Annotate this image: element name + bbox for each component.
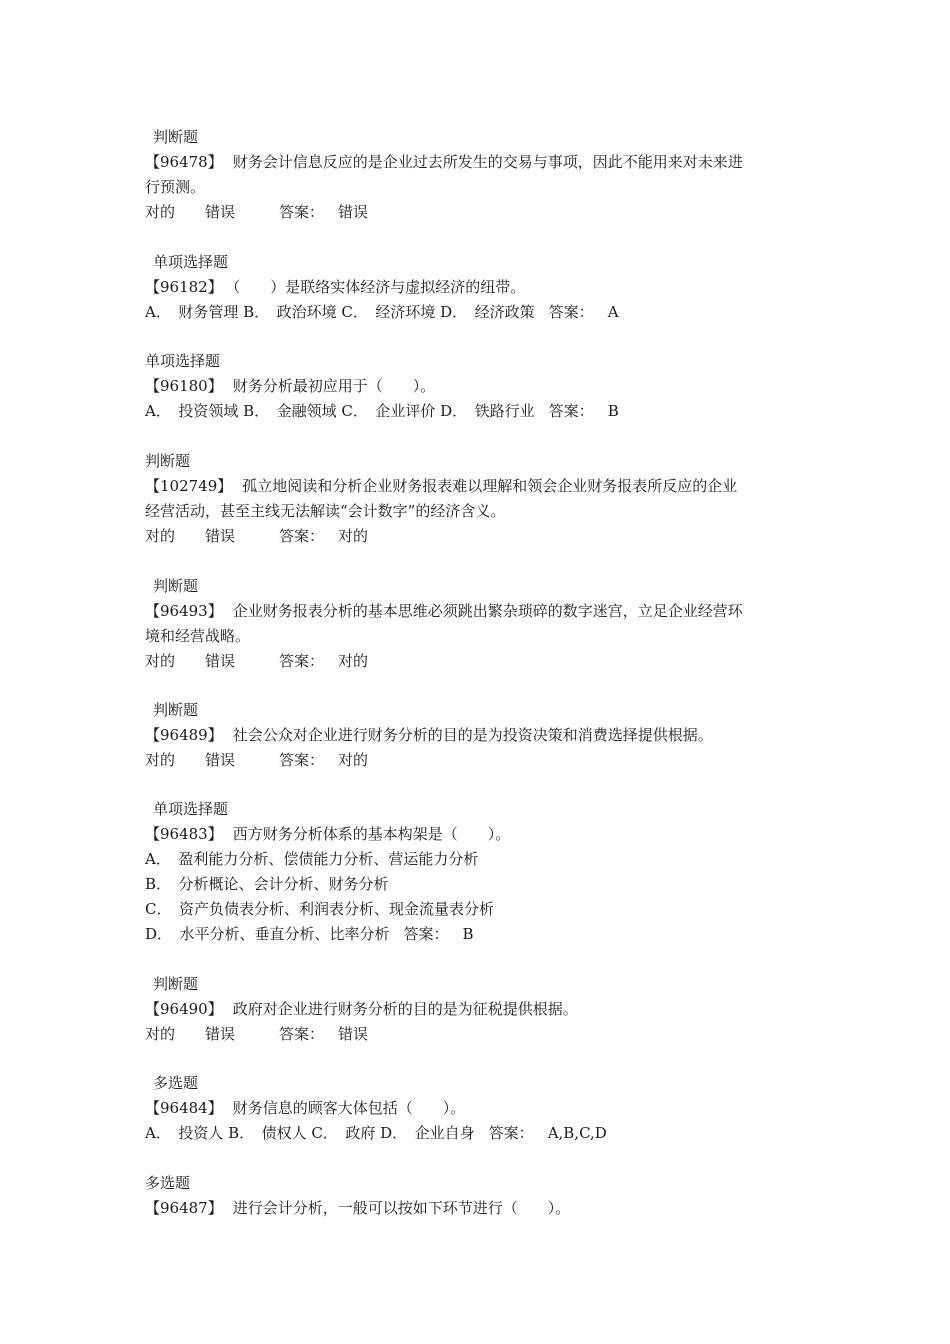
option-true: 对的 xyxy=(145,652,176,670)
option-true: 对的 xyxy=(145,203,176,221)
question-text xyxy=(145,723,815,748)
option-false: 错误 xyxy=(205,527,236,545)
option-true: 对的 xyxy=(145,1025,176,1043)
answer-value: 对的 xyxy=(338,751,369,769)
question-text-line1: 企业财务报表分析的基本思维必须跳出繁杂琐碎的数字迷宫，立足企业经营环 xyxy=(232,602,743,620)
question-type: 判断题 xyxy=(153,975,199,993)
answer-line xyxy=(145,1022,815,1047)
question-text xyxy=(145,374,815,399)
question-text-line1: 社会公众对企业进行财务分析的目的是为投资决策和消费选择提供根据。 xyxy=(232,726,713,744)
answer-line xyxy=(145,200,815,225)
answer-line xyxy=(145,922,815,947)
question-text xyxy=(145,474,815,499)
option-c: C． 资产负债表分析、利润表分析、现金流量表分析 xyxy=(145,900,494,918)
question-text xyxy=(145,275,815,300)
answer-label: 答案： xyxy=(403,925,449,943)
answer-line xyxy=(145,748,815,773)
answer-label: 答案： xyxy=(279,527,325,545)
question-id: 【96180】 xyxy=(145,377,223,395)
question-block xyxy=(145,797,815,947)
option-false: 错误 xyxy=(205,751,236,769)
question-block xyxy=(145,698,815,773)
question-id: 【96478】 xyxy=(145,153,223,171)
question-id: 【96487】 xyxy=(145,1199,223,1217)
question-type: 判断题 xyxy=(153,128,199,146)
question-block xyxy=(145,449,815,549)
question-text-line2: 经营活动，甚至主线无法解读“会计数字”的经济含义。 xyxy=(145,502,506,520)
question-text xyxy=(145,150,815,175)
question-id: 【96484】 xyxy=(145,1099,223,1117)
answer-value: 错误 xyxy=(338,1025,369,1043)
answer-line xyxy=(145,1121,815,1146)
question-block xyxy=(145,1071,815,1146)
question-text xyxy=(145,822,815,847)
question-id: 【96489】 xyxy=(145,726,223,744)
question-id: 【96483】 xyxy=(145,825,223,843)
question-text-line1: 政府对企业进行财务分析的目的是为征税提供根据。 xyxy=(232,1000,578,1018)
question-text-line1: 进行会计分析，一般可以按如下环节进行（ ）。 xyxy=(232,1199,571,1217)
question-text-line1: 财务会计信息反应的是企业过去所发生的交易与事项，因此不能用来对未来进 xyxy=(232,153,743,171)
question-text-line1: （ ）是联络实体经济与虚拟经济的纽带。 xyxy=(232,278,526,296)
option-d: D． 水平分析、垂直分析、比率分析 xyxy=(145,925,390,943)
answer-line xyxy=(145,399,815,424)
question-block xyxy=(145,125,815,225)
question-block xyxy=(145,574,815,674)
question-text-line1: 孤立地阅读和分析企业财务报表难以理解和领会企业财务报表所反应的企业 xyxy=(242,477,738,495)
answer-label: 答案： xyxy=(548,402,594,420)
answer-value: 对的 xyxy=(338,652,369,670)
question-text-line1: 财务分析最初应用于（ ）。 xyxy=(232,377,436,395)
question-text-line2: 行预测。 xyxy=(145,178,206,196)
question-text-line1: 西方财务分析体系的基本构架是（ ）。 xyxy=(232,825,511,843)
option-b: B． 分析概论、会计分析、财务分析 xyxy=(145,875,389,893)
question-block xyxy=(145,1171,815,1221)
options-line: A． 投资领域 B． 金融领域 C． 企业评价 D． 铁路行业 xyxy=(145,402,535,420)
option-false: 错误 xyxy=(205,1025,236,1043)
answer-value: B xyxy=(607,402,619,420)
question-block xyxy=(145,349,815,424)
answer-label: 答案： xyxy=(488,1124,534,1142)
question-id: 【96493】 xyxy=(145,602,223,620)
answer-label: 答案： xyxy=(279,751,325,769)
question-type: 判断题 xyxy=(153,577,199,595)
question-id: 【102749】 xyxy=(145,477,233,495)
options-line: A． 财务管理 B． 政治环境 C． 经济环境 D． 经济政策 xyxy=(145,303,535,321)
question-text-line2: 境和经营战略。 xyxy=(145,627,251,645)
answer-value: B xyxy=(462,925,474,943)
question-type: 多选题 xyxy=(153,1074,199,1092)
answer-label: 答案： xyxy=(279,652,325,670)
question-block xyxy=(145,250,815,325)
answer-value: 对的 xyxy=(338,527,369,545)
answer-line xyxy=(145,649,815,674)
question-type: 判断题 xyxy=(153,701,199,719)
question-block xyxy=(145,972,815,1047)
option-false: 错误 xyxy=(205,652,236,670)
question-type: 单项选择题 xyxy=(153,253,229,271)
question-id: 【96182】 xyxy=(145,278,223,296)
question-text xyxy=(145,997,815,1022)
question-text-line1: 财务信息的顾客大体包括（ ）。 xyxy=(232,1099,466,1117)
question-type: 单项选择题 xyxy=(145,352,221,370)
answer-line xyxy=(145,300,815,325)
answer-label: 答案： xyxy=(279,1025,325,1043)
answer-line xyxy=(145,524,815,549)
question-type: 多选题 xyxy=(145,1174,191,1192)
answer-label: 答案： xyxy=(548,303,594,321)
answer-value: 错误 xyxy=(338,203,369,221)
answer-value: A xyxy=(607,303,619,321)
question-type: 单项选择题 xyxy=(153,800,229,818)
question-text xyxy=(145,1196,815,1221)
option-true: 对的 xyxy=(145,527,176,545)
answer-value: A,B,C,D xyxy=(547,1124,607,1142)
option-false: 错误 xyxy=(205,203,236,221)
options-line: A． 投资人 B． 债权人 C． 政府 D． 企业自身 xyxy=(145,1124,475,1142)
question-text xyxy=(145,1096,815,1121)
answer-label: 答案： xyxy=(279,203,325,221)
question-type: 判断题 xyxy=(145,452,191,470)
option-true: 对的 xyxy=(145,751,176,769)
option-a: A． 盈利能力分析、偿债能力分析、营运能力分析 xyxy=(145,850,479,868)
question-text xyxy=(145,599,815,624)
question-id: 【96490】 xyxy=(145,1000,223,1018)
